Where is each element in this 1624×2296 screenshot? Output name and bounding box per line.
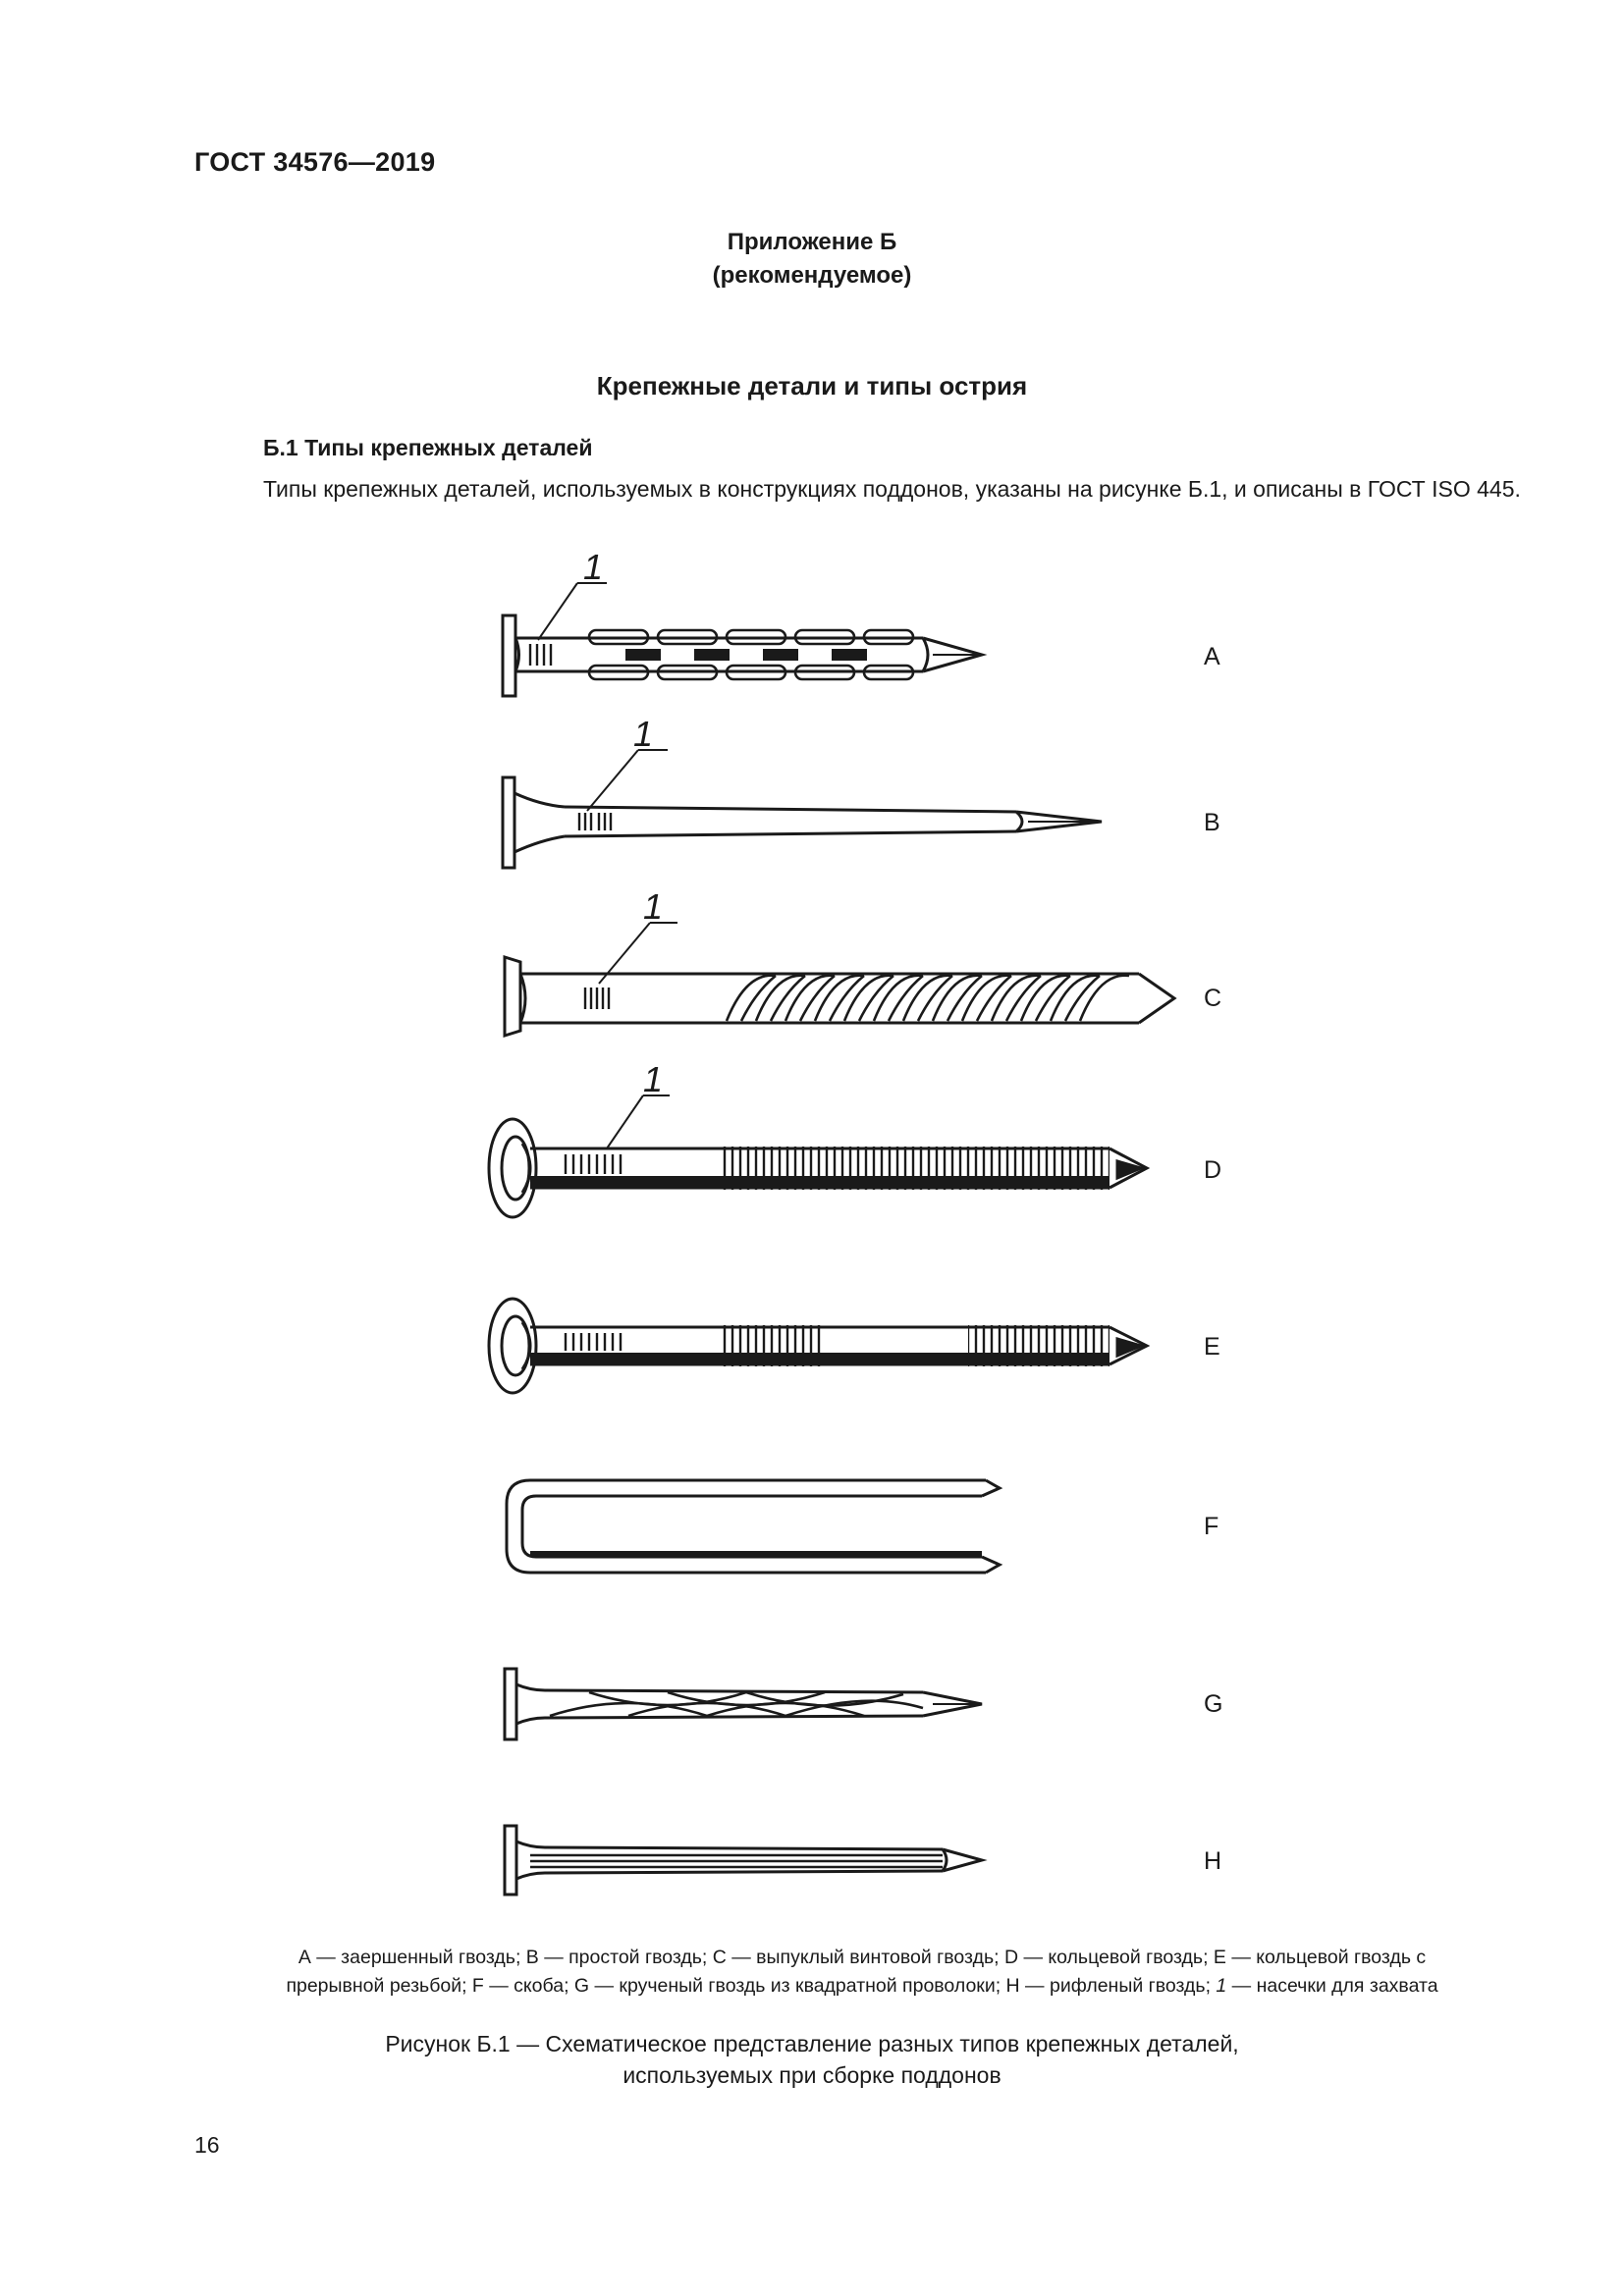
figure-caption xyxy=(0,2028,1624,2091)
subsection-paragraph: Типы крепежных деталей, используемых в конструкциях поддонов, указаны на рисунке Б.1, и описаны в ГОСТ ISO 445. xyxy=(263,476,1521,502)
legend-line-1: А — заершенный гвоздь; В — простой гвоздь; С — выпуклый винтовой гвоздь; D — кольцевой гвоздь; Е — кольцевой гвоздь с xyxy=(298,1947,1427,1968)
caption-line-1: Рисунок Б.1 — Схематическое представление разных типов крепежных деталей, xyxy=(385,2031,1239,2056)
grip-marks-a xyxy=(530,644,551,666)
screw-flutes-c xyxy=(727,976,1129,1021)
label-a: A xyxy=(1204,643,1220,670)
label-b: B xyxy=(1204,809,1220,836)
figure-legend xyxy=(192,1944,1532,2001)
fastener-g xyxy=(505,1669,982,1739)
fasteners-figure xyxy=(0,545,1624,1919)
annex-status: (рекомендуемое) xyxy=(712,262,912,289)
callout-number-b: 1 xyxy=(633,714,654,754)
grip-marks-b xyxy=(579,813,611,830)
callout-number-c: 1 xyxy=(643,886,664,927)
callout-number-a: 1 xyxy=(583,547,604,587)
annex-title: Приложение Б xyxy=(727,229,897,255)
label-g: G xyxy=(1204,1690,1223,1718)
label-f: F xyxy=(1204,1513,1219,1540)
grip-marks-d xyxy=(566,1154,621,1174)
subsection-heading: Б.1 Типы крепежных деталей xyxy=(263,435,593,460)
callout-number-d: 1 xyxy=(643,1059,664,1099)
page-number: 16 xyxy=(194,2132,220,2158)
grip-marks-c xyxy=(585,988,609,1009)
fastener-c xyxy=(505,923,1174,1036)
legend-callout-number: 1 xyxy=(1216,1975,1227,1997)
fastener-f xyxy=(507,1480,1000,1573)
twist-lines-g xyxy=(550,1692,923,1716)
grip-marks-e xyxy=(566,1333,621,1351)
fastener-h xyxy=(505,1826,982,1895)
flutes-h xyxy=(530,1855,943,1867)
fastener-d xyxy=(489,1095,1147,1217)
label-c: C xyxy=(1204,985,1222,1012)
label-e: E xyxy=(1204,1333,1220,1361)
fastener-b xyxy=(503,750,1102,868)
caption-line-2: используемых при сборке поддонов xyxy=(623,2062,1001,2088)
fastener-a xyxy=(503,583,982,696)
document-code: ГОСТ 34576—2019 xyxy=(194,147,436,177)
section-title: Крепежные детали и типы острия xyxy=(596,371,1028,400)
legend-line-2: прерывной резьбой; F — скоба; G — крученый гвоздь из квадратной проволоки; Н — рифленый гвоздь; 1 — насечки для захвата xyxy=(286,1975,1438,1997)
label-h: H xyxy=(1204,1847,1222,1875)
label-d: D xyxy=(1204,1156,1222,1184)
annex-heading xyxy=(0,226,1624,293)
fastener-e xyxy=(489,1299,1147,1393)
